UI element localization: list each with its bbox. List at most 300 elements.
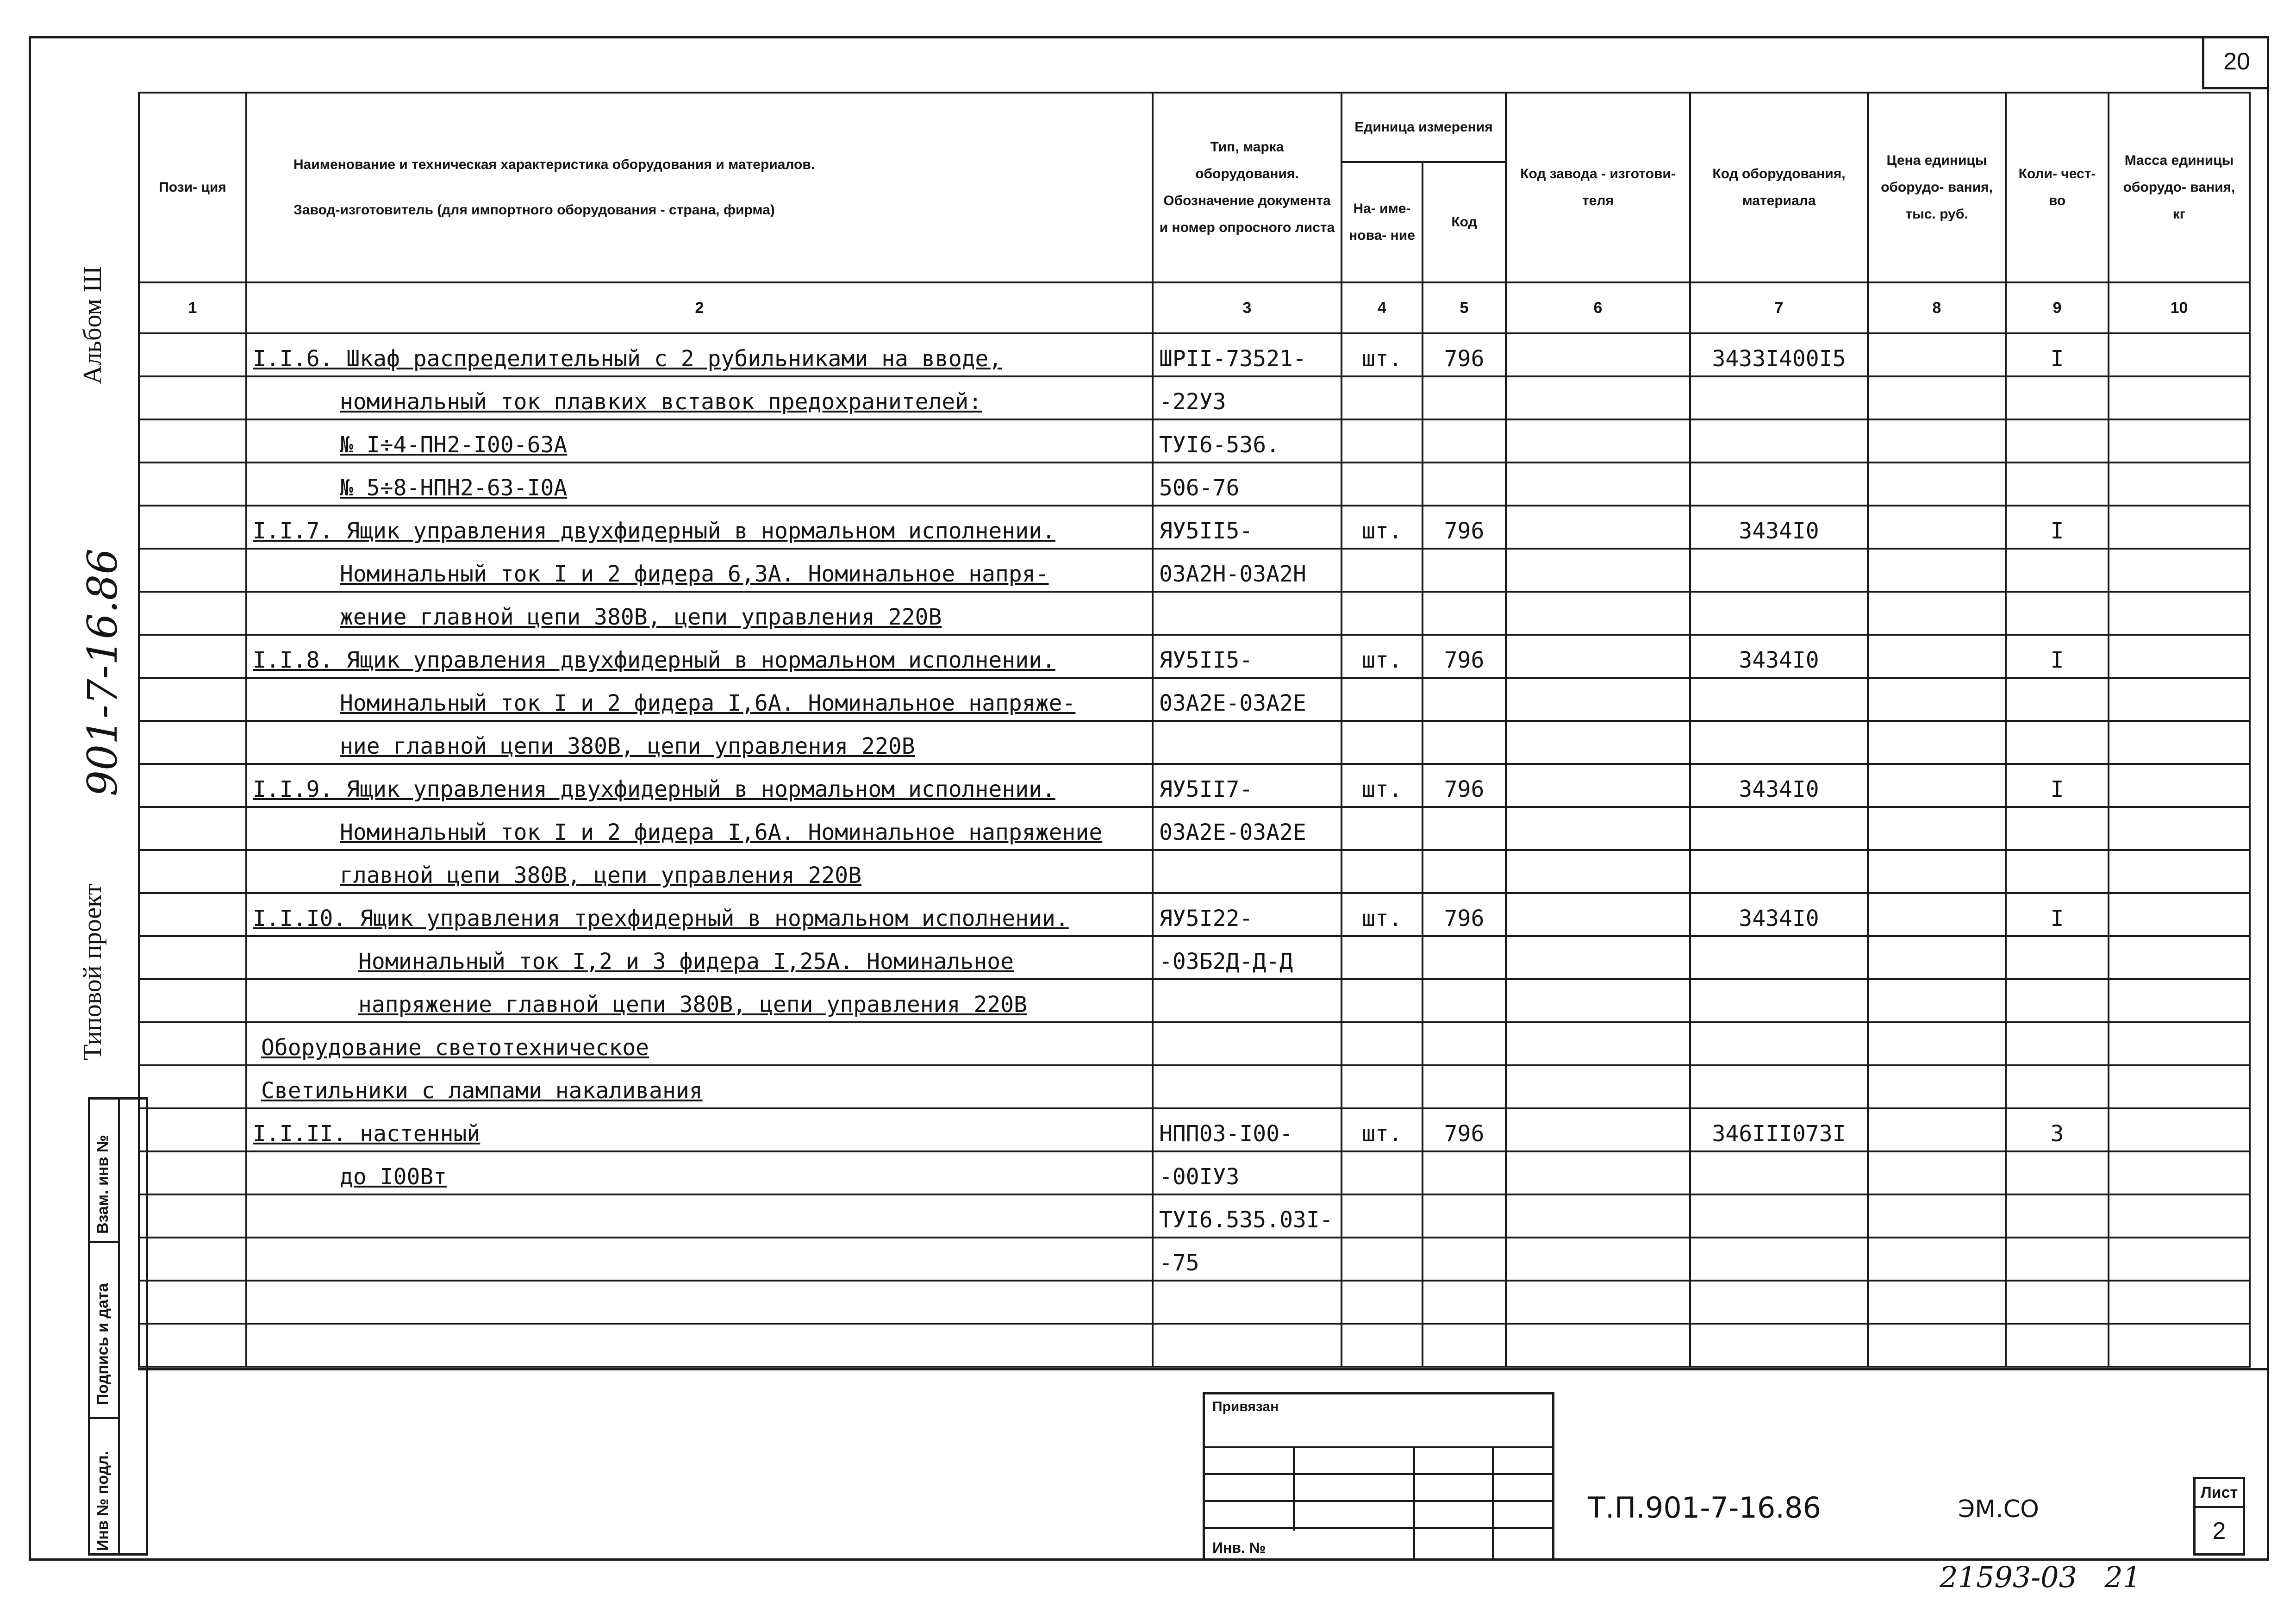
equipment-code-cell (1690, 850, 1868, 893)
equipment-code-cell (1690, 936, 1868, 979)
mass-cell (2109, 376, 2250, 419)
table-row (139, 1281, 2250, 1324)
quantity-cell (2006, 807, 2109, 850)
unit-code-cell (1423, 850, 1506, 893)
price-cell (1868, 764, 2006, 807)
unit-name-cell: шт. (1341, 506, 1423, 549)
sheet-box (2193, 1477, 2245, 1556)
factory-code-cell (1506, 333, 1690, 376)
price-cell (1868, 1108, 2006, 1151)
project-code-handwritten: 901-7-16.86 (79, 548, 126, 796)
position-cell (139, 1194, 246, 1238)
header-price: Цена единицы оборудо- вания, тыс. руб. (1868, 93, 2006, 282)
equipment-code-cell (1690, 1194, 1868, 1238)
unit-name-cell (1341, 419, 1423, 463)
header-equipment-code: Код оборудования, материала (1690, 93, 1868, 282)
name-cell: I.I.6. Шкаф распределительный с 2 рубильниками на вводе, (246, 333, 1153, 376)
mass-cell (2109, 463, 2250, 506)
unit-name-cell (1341, 1194, 1423, 1238)
unit-name-cell (1341, 1065, 1423, 1108)
quantity-cell (2006, 721, 2109, 764)
quantity-cell: I (2006, 764, 2109, 807)
factory-code-cell (1506, 1281, 1690, 1324)
column-number: 5 (1423, 282, 1506, 333)
type-cell (1153, 1065, 1341, 1108)
name-cell: I.I.7. Ящик управления двухфидерный в нормальном исполнении. (246, 506, 1153, 549)
name-cell: Номинальный ток I и 2 фидера 6,3А. Номинальное напря- (246, 549, 1153, 592)
table-row (139, 850, 2250, 893)
name-cell (246, 1281, 1153, 1324)
equipment-code-cell (1690, 376, 1868, 419)
equipment-code-cell (1690, 419, 1868, 463)
type-cell: 03А2Е-03А2Е (1153, 807, 1341, 850)
name-cell: ние главной цепи 380В, цепи управления 220В (246, 721, 1153, 764)
equipment-code-cell: 3434I0 (1690, 635, 1868, 678)
table-row (139, 936, 2250, 979)
equipment-code-cell (1690, 1281, 1868, 1324)
title-block-top-line (138, 1368, 2267, 1370)
mass-cell (2109, 635, 2250, 678)
position-cell (139, 678, 246, 721)
unit-code-cell (1423, 376, 1506, 419)
price-cell (1868, 850, 2006, 893)
quantity-cell: I (2006, 333, 2109, 376)
column-number: 3 (1153, 282, 1341, 333)
unit-code-cell (1423, 979, 1506, 1022)
unit-name-cell (1341, 1324, 1423, 1367)
name-cell: № I÷4-ПН2-I00-63А (246, 419, 1153, 463)
mass-cell (2109, 1022, 2250, 1065)
unit-name-cell (1341, 463, 1423, 506)
factory-code-cell (1506, 1324, 1690, 1367)
position-cell (139, 893, 246, 936)
name-cell: I.I.8. Ящик управления двухфидерный в нормальном исполнении. (246, 635, 1153, 678)
price-cell (1868, 592, 2006, 635)
equipment-code-cell (1690, 592, 1868, 635)
name-cell: Светильники с лампами накаливания (246, 1065, 1153, 1108)
type-cell: 03А2Е-03А2Е (1153, 678, 1341, 721)
price-cell (1868, 376, 2006, 419)
factory-code-cell (1506, 419, 1690, 463)
type-cell: -75 (1153, 1238, 1341, 1281)
type-cell: ЯУ5II5- (1153, 635, 1341, 678)
type-cell (1153, 979, 1341, 1022)
table-row (139, 721, 2250, 764)
position-cell (139, 1108, 246, 1151)
equipment-code-cell (1690, 1065, 1868, 1108)
price-cell (1868, 1194, 2006, 1238)
position-cell (139, 419, 246, 463)
type-cell (1153, 1281, 1341, 1324)
mass-cell (2109, 721, 2250, 764)
table-row (139, 419, 2250, 463)
header-unit: Единица измерения (1341, 93, 1506, 162)
unit-code-cell (1423, 807, 1506, 850)
type-cell (1153, 721, 1341, 764)
position-cell (139, 506, 246, 549)
position-cell (139, 463, 246, 506)
header-type: Тип, марка оборудования. Обозначение документа и номер опросного листа (1153, 93, 1341, 282)
mass-cell (2109, 1324, 2250, 1367)
table-row (139, 1151, 2250, 1194)
unit-name-cell (1341, 979, 1423, 1022)
factory-code-cell (1506, 1108, 1690, 1151)
type-cell: -03Б2Д-Д-Д (1153, 936, 1341, 979)
mass-cell (2109, 893, 2250, 936)
type-cell: ЯУ5II5- (1153, 506, 1341, 549)
mass-cell (2109, 419, 2250, 463)
price-cell (1868, 419, 2006, 463)
equipment-code-cell (1690, 463, 1868, 506)
name-cell: № 5÷8-НПН2-63-I0А (246, 463, 1153, 506)
type-cell (1153, 1022, 1341, 1065)
factory-code-cell (1506, 549, 1690, 592)
position-cell (139, 635, 246, 678)
price-cell (1868, 936, 2006, 979)
quantity-cell (2006, 1022, 2109, 1065)
quantity-cell (2006, 1324, 2109, 1367)
equipment-code-cell (1690, 807, 1868, 850)
mass-cell (2109, 1281, 2250, 1324)
unit-code-cell (1423, 678, 1506, 721)
equipment-code-cell (1690, 549, 1868, 592)
unit-code-cell: 796 (1423, 764, 1506, 807)
type-cell (1153, 850, 1341, 893)
quantity-cell (2006, 1151, 2109, 1194)
table-row (139, 333, 2250, 376)
mass-cell (2109, 979, 2250, 1022)
name-cell: Номинальный ток I и 2 фидера I,6А. Номинальное напряжение (246, 807, 1153, 850)
position-cell (139, 936, 246, 979)
name-cell (246, 1194, 1153, 1238)
attached-label: Привязан (1212, 1399, 1279, 1414)
quantity-cell (2006, 592, 2109, 635)
factory-code-cell (1506, 979, 1690, 1022)
quantity-cell (2006, 850, 2109, 893)
page-number: 20 (2202, 36, 2269, 89)
factory-code-cell (1506, 1065, 1690, 1108)
unit-name-cell (1341, 807, 1423, 850)
column-number: 2 (246, 282, 1153, 333)
type-cell: 506-76 (1153, 463, 1341, 506)
factory-code-cell (1506, 850, 1690, 893)
specification-table (138, 92, 2251, 1368)
quantity-cell (2006, 376, 2109, 419)
mass-cell (2109, 1238, 2250, 1281)
mass-cell (2109, 936, 2250, 979)
price-cell (1868, 1151, 2006, 1194)
factory-code-cell (1506, 807, 1690, 850)
table-row (139, 807, 2250, 850)
factory-code-cell (1506, 936, 1690, 979)
album-label: Альбом Ш (78, 266, 107, 384)
name-cell: Номинальный ток I и 2 фидера I,6А. Номинальное напряже- (246, 678, 1153, 721)
column-number: 1 (139, 282, 246, 333)
unit-code-cell: 796 (1423, 506, 1506, 549)
table-row (139, 635, 2250, 678)
table-row (139, 1238, 2250, 1281)
position-cell (139, 549, 246, 592)
table-row (139, 463, 2250, 506)
equipment-code-cell: 3434I0 (1690, 764, 1868, 807)
position-cell (139, 1324, 246, 1367)
name-cell: до I00Вт (246, 1151, 1153, 1194)
header-name-line1: Наименование и техническая характеристика оборудования и материалов. (293, 157, 815, 172)
type-cell: ЯУ5I22- (1153, 893, 1341, 936)
header-name-line2: Завод-изготовитель (для импортного оборудования - страна, фирма) (293, 202, 775, 218)
factory-code-cell (1506, 635, 1690, 678)
factory-code-cell (1506, 463, 1690, 506)
inventory-number-label: Инв. № (1212, 1539, 1266, 1556)
name-cell (246, 1324, 1153, 1367)
type-cell: 03А2Н-03А2Н (1153, 549, 1341, 592)
mass-cell (2109, 764, 2250, 807)
table-row (139, 549, 2250, 592)
mass-cell (2109, 506, 2250, 549)
header-position: Пози- ция (139, 93, 246, 282)
position-cell (139, 592, 246, 635)
unit-code-cell (1423, 721, 1506, 764)
unit-code-cell (1423, 936, 1506, 979)
price-cell (1868, 635, 2006, 678)
unit-name-cell (1341, 721, 1423, 764)
factory-code-cell (1506, 592, 1690, 635)
unit-name-cell (1341, 850, 1423, 893)
unit-code-cell (1423, 549, 1506, 592)
name-cell: Оборудование светотехническое (246, 1022, 1153, 1065)
price-cell (1868, 979, 2006, 1022)
unit-code-cell (1423, 1194, 1506, 1238)
equipment-code-cell (1690, 1324, 1868, 1367)
type-cell: -22У3 (1153, 376, 1341, 419)
table-row (139, 376, 2250, 419)
unit-name-cell: шт. (1341, 635, 1423, 678)
table-row (139, 764, 2250, 807)
equipment-code-cell: 3433I400I5 (1690, 333, 1868, 376)
header-name (246, 93, 1153, 282)
column-number: 10 (2109, 282, 2250, 333)
price-cell (1868, 893, 2006, 936)
unit-name-cell (1341, 592, 1423, 635)
column-number: 8 (1868, 282, 2006, 333)
unit-code-cell (1423, 1238, 1506, 1281)
unit-code-cell (1423, 592, 1506, 635)
quantity-cell (2006, 936, 2109, 979)
position-cell (139, 807, 246, 850)
position-cell (139, 764, 246, 807)
name-cell: напряжение главной цепи 380В, цепи управления 220В (246, 979, 1153, 1022)
position-cell (139, 1151, 246, 1194)
price-cell (1868, 678, 2006, 721)
type-cell: НПП03-I00- (1153, 1108, 1341, 1151)
type-cell: ТУI6-536. (1153, 419, 1341, 463)
mass-cell (2109, 549, 2250, 592)
unit-code-cell (1423, 1022, 1506, 1065)
factory-code-cell (1506, 893, 1690, 936)
side-box-label-signature: Подпись и дата (94, 1283, 112, 1405)
unit-name-cell (1341, 1022, 1423, 1065)
factory-code-cell (1506, 1194, 1690, 1238)
unit-code-cell: 796 (1423, 1108, 1506, 1151)
unit-code-cell: 796 (1423, 333, 1506, 376)
mass-cell (2109, 678, 2250, 721)
quantity-cell (2006, 678, 2109, 721)
name-cell: Номинальный ток I,2 и 3 фидера I,25А. Номинальное (246, 936, 1153, 979)
position-cell (139, 979, 246, 1022)
column-number: 4 (1341, 282, 1423, 333)
unit-code-cell (1423, 463, 1506, 506)
mass-cell (2109, 1108, 2250, 1151)
position-cell (139, 1022, 246, 1065)
price-cell (1868, 721, 2006, 764)
price-cell (1868, 1324, 2006, 1367)
quantity-cell (2006, 1281, 2109, 1324)
table-row (139, 1194, 2250, 1238)
factory-code-cell (1506, 1022, 1690, 1065)
unit-code-cell (1423, 1281, 1506, 1324)
table-row (139, 1022, 2250, 1065)
mass-cell (2109, 1194, 2250, 1238)
quantity-cell (2006, 1238, 2109, 1281)
position-cell (139, 1065, 246, 1108)
side-box-label-replace: Взам. инв № (94, 1135, 112, 1234)
header-unit-code: Код (1423, 162, 1506, 282)
mass-cell (2109, 807, 2250, 850)
column-number: 7 (1690, 282, 1868, 333)
position-cell (139, 721, 246, 764)
header-mass: Масса единицы оборудо- вания, кг (2109, 93, 2250, 282)
mass-cell (2109, 1151, 2250, 1194)
equipment-code-cell (1690, 1151, 1868, 1194)
header-quantity: Коли- чест- во (2006, 93, 2109, 282)
unit-name-cell (1341, 1151, 1423, 1194)
table-row (139, 1108, 2250, 1151)
unit-name-cell (1341, 1238, 1423, 1281)
column-number-row (139, 282, 2250, 333)
position-cell (139, 850, 246, 893)
price-cell (1868, 506, 2006, 549)
factory-code-cell (1506, 1238, 1690, 1281)
quantity-cell: I (2006, 635, 2109, 678)
footer-handwritten-number: 21593-03 21 (1940, 1560, 2141, 1594)
factory-code-cell (1506, 678, 1690, 721)
quantity-cell (2006, 979, 2109, 1022)
equipment-code-cell: 3434I0 (1690, 506, 1868, 549)
name-cell: главной цепи 380В, цепи управления 220В (246, 850, 1153, 893)
price-cell (1868, 1065, 2006, 1108)
quantity-cell (2006, 549, 2109, 592)
sheet-number: 2 (2212, 1518, 2226, 1544)
quantity-cell (2006, 463, 2109, 506)
mass-cell (2109, 850, 2250, 893)
price-cell (1868, 463, 2006, 506)
attached-stamp (1203, 1392, 1554, 1561)
factory-code-cell (1506, 764, 1690, 807)
type-cell: -00IУ3 (1153, 1151, 1341, 1194)
sheet-label: Лист (2196, 1479, 2243, 1508)
table-row (139, 893, 2250, 936)
unit-code-cell (1423, 1151, 1506, 1194)
mass-cell (2109, 333, 2250, 376)
column-number: 9 (2006, 282, 2109, 333)
name-cell: жение главной цепи 380В, цепи управления 220В (246, 592, 1153, 635)
factory-code-cell (1506, 721, 1690, 764)
unit-code-cell (1423, 419, 1506, 463)
table-row (139, 979, 2250, 1022)
mass-cell (2109, 592, 2250, 635)
equipment-code-cell (1690, 721, 1868, 764)
unit-name-cell (1341, 936, 1423, 979)
project-type-label: Типовой проект (78, 883, 107, 1060)
name-cell: номинальный ток плавких вставок предохранителей: (246, 376, 1153, 419)
price-cell (1868, 333, 2006, 376)
equipment-code-cell: 346III073I (1690, 1108, 1868, 1151)
document-code: Т.П.901-7-16.86 (1588, 1491, 1821, 1525)
unit-code-cell: 796 (1423, 893, 1506, 936)
unit-code-cell: 796 (1423, 635, 1506, 678)
table-row (139, 678, 2250, 721)
table-row (139, 1324, 2250, 1367)
document-mark: ЭМ.СО (1958, 1495, 2039, 1523)
position-cell (139, 376, 246, 419)
position-cell (139, 1281, 246, 1324)
type-cell: ЯУ5II7- (1153, 764, 1341, 807)
name-cell: I.I.II. настенный (246, 1108, 1153, 1151)
type-cell (1153, 1324, 1341, 1367)
name-cell (246, 1238, 1153, 1281)
price-cell (1868, 1281, 2006, 1324)
quantity-cell: I (2006, 506, 2109, 549)
header-unit-name: На- име- нова- ние (1341, 162, 1423, 282)
position-cell (139, 333, 246, 376)
factory-code-cell (1506, 376, 1690, 419)
table-row (139, 506, 2250, 549)
unit-name-cell: шт. (1341, 764, 1423, 807)
equipment-code-cell (1690, 979, 1868, 1022)
table-row (139, 1065, 2250, 1108)
price-cell (1868, 1022, 2006, 1065)
quantity-cell (2006, 1065, 2109, 1108)
mass-cell (2109, 1065, 2250, 1108)
unit-name-cell: шт. (1341, 893, 1423, 936)
quantity-cell (2006, 419, 2109, 463)
factory-code-cell (1506, 506, 1690, 549)
unit-name-cell: шт. (1341, 1108, 1423, 1151)
equipment-code-cell (1690, 678, 1868, 721)
quantity-cell: 3 (2006, 1108, 2109, 1151)
unit-code-cell (1423, 1324, 1506, 1367)
price-cell (1868, 807, 2006, 850)
equipment-code-cell (1690, 1022, 1868, 1065)
quantity-cell (2006, 1194, 2109, 1238)
side-box-label-inventory: Инв № подл. (94, 1450, 112, 1551)
type-cell: ШРII-73521- (1153, 333, 1341, 376)
equipment-code-cell: 3434I0 (1690, 893, 1868, 936)
equipment-code-cell (1690, 1238, 1868, 1281)
type-cell (1153, 592, 1341, 635)
unit-name-cell (1341, 1281, 1423, 1324)
table-row (139, 592, 2250, 635)
unit-name-cell (1341, 376, 1423, 419)
column-number: 6 (1506, 282, 1690, 333)
header-factory-code: Код завода - изготови- теля (1506, 93, 1690, 282)
unit-name-cell (1341, 678, 1423, 721)
price-cell (1868, 549, 2006, 592)
price-cell (1868, 1238, 2006, 1281)
factory-code-cell (1506, 1151, 1690, 1194)
name-cell: I.I.I0. Ящик управления трехфидерный в нормальном исполнении. (246, 893, 1153, 936)
unit-name-cell (1341, 549, 1423, 592)
